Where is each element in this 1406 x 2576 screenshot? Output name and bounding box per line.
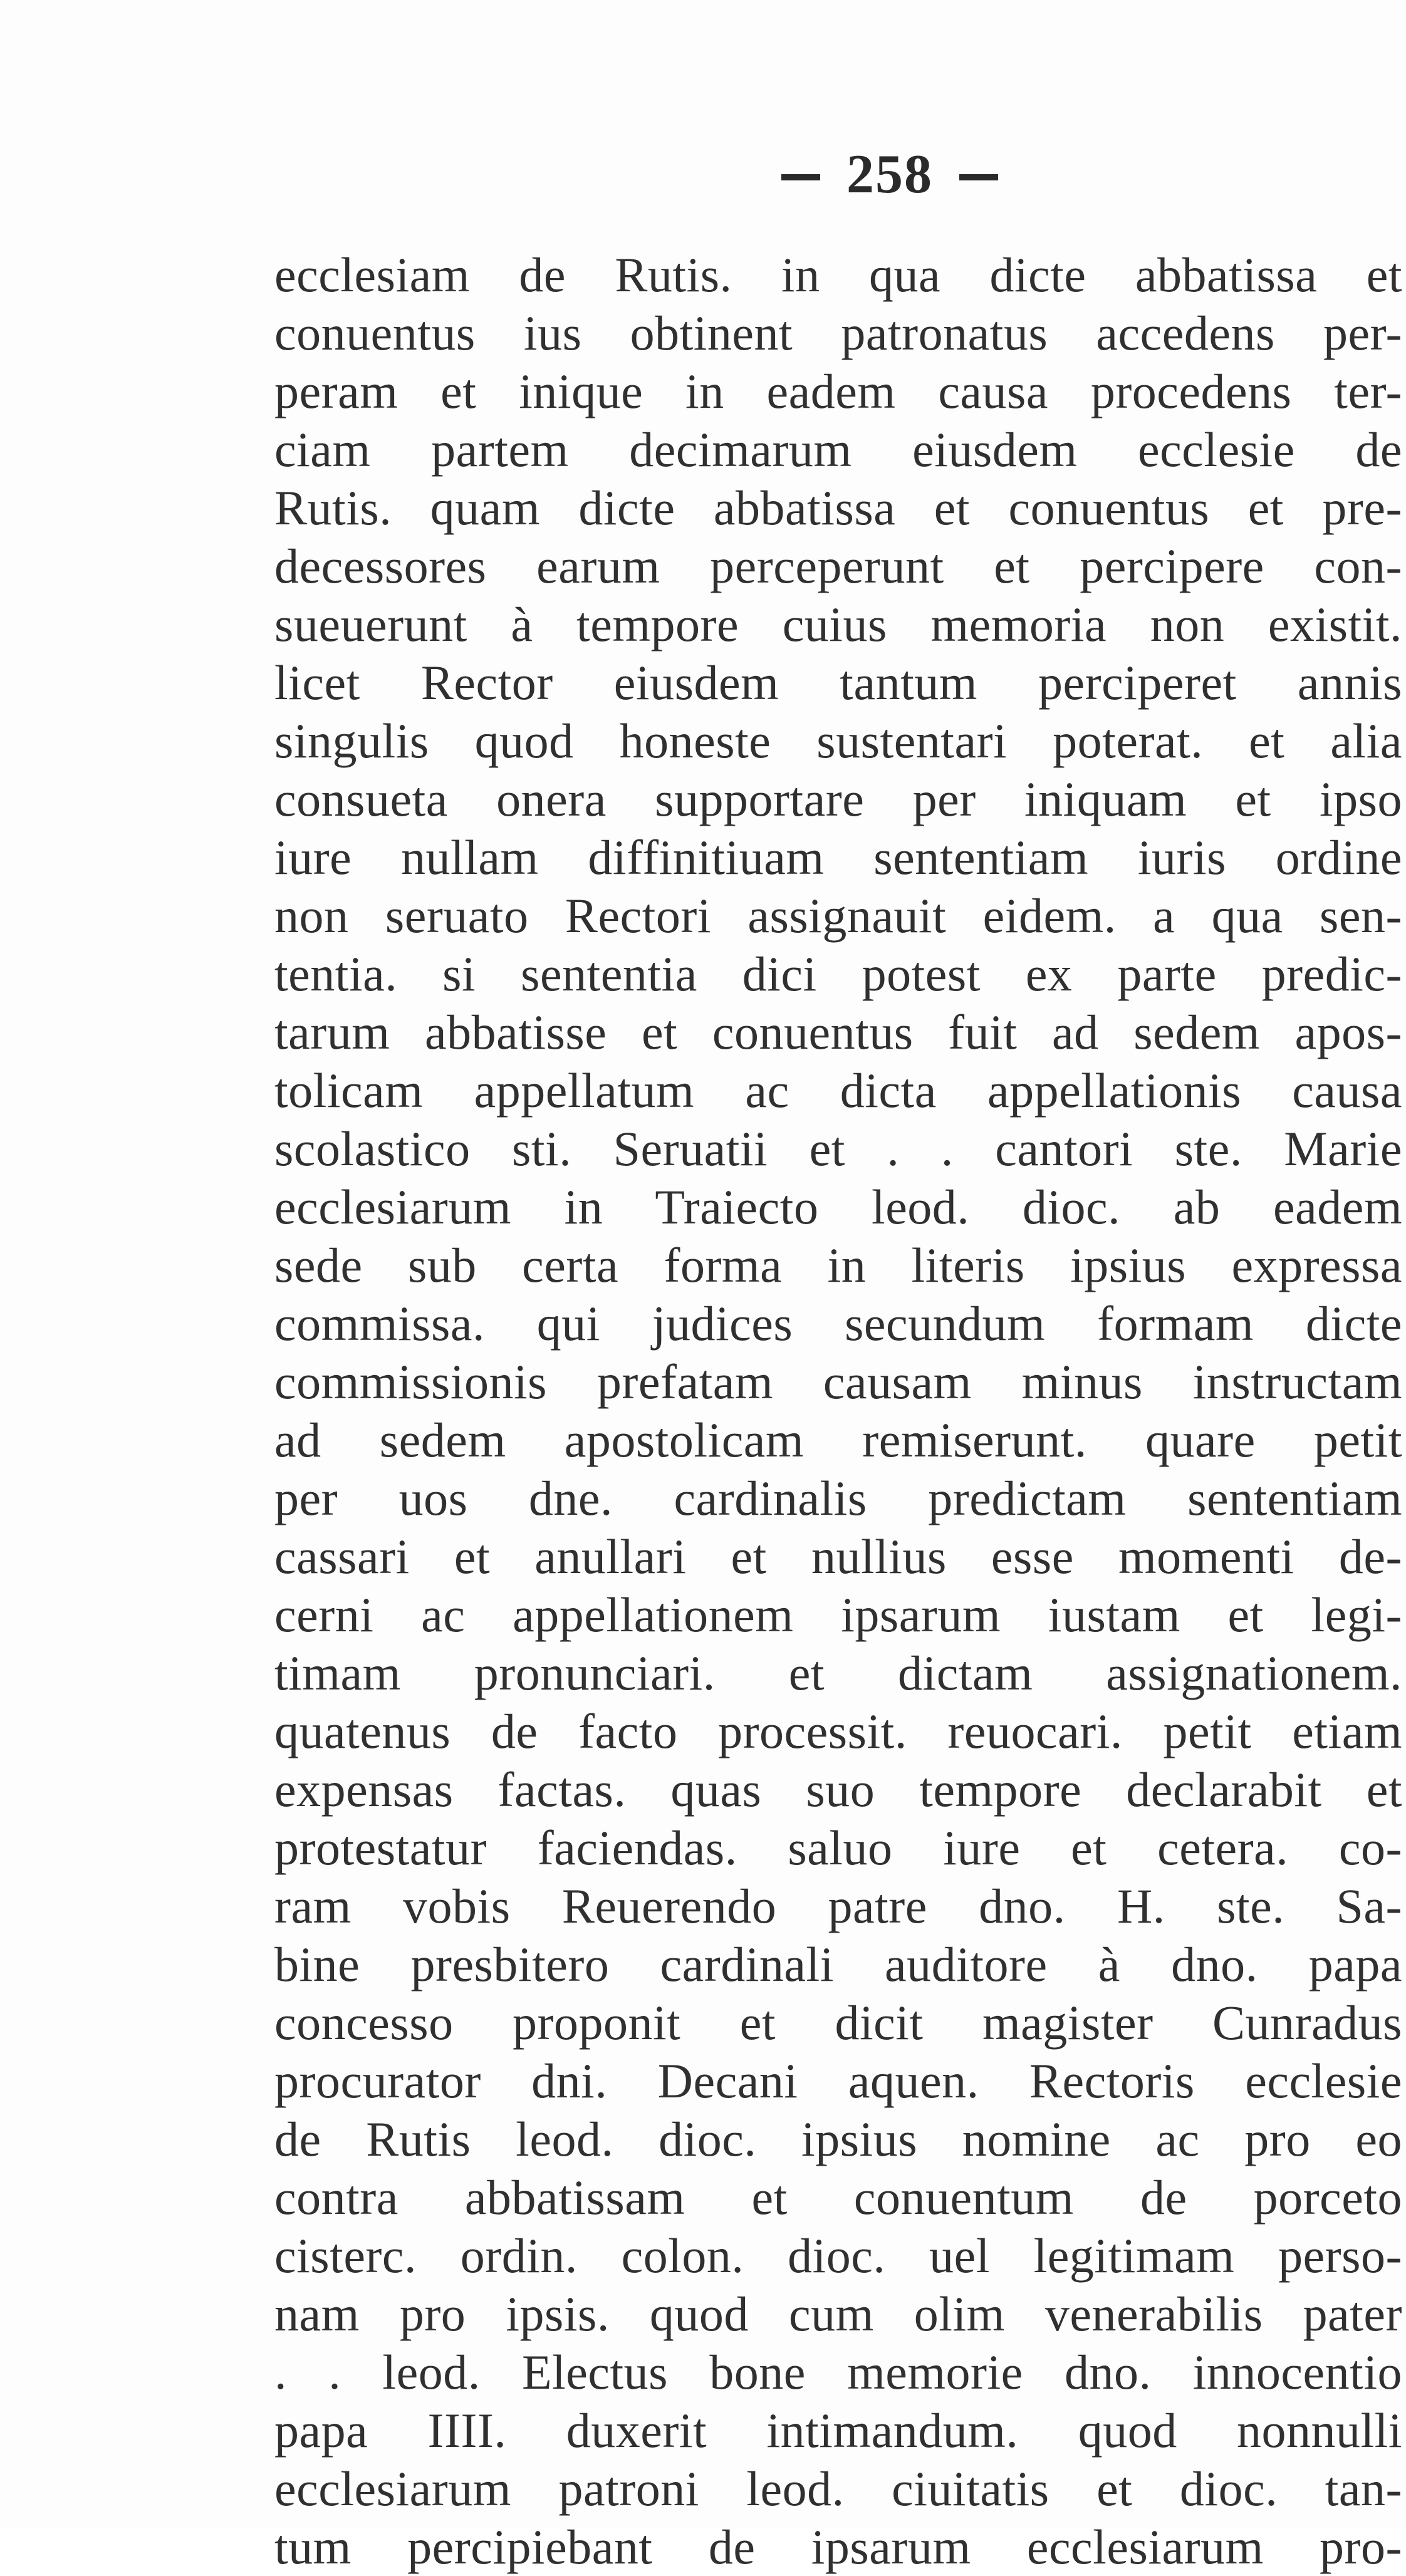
text-line: commissa. qui judices secundum formam dicte — [274, 1296, 1402, 1351]
text-line: iure nullam diffinitiuam sententiam iuris ordine — [274, 830, 1402, 885]
text-line: ecclesiarum in Traiecto leod. dioc. ab eadem — [274, 1180, 1402, 1234]
text-line: conuentus ius obtinent patronatus accedens per- — [274, 306, 1402, 360]
left-dash-ornament — [781, 174, 820, 180]
page-header — [670, 143, 1109, 206]
text-line: . . leod. Electus bone memorie dno. innocentio — [274, 2345, 1402, 2399]
text-line: timam pronunciari. et dictam assignationem. — [274, 1646, 1402, 1700]
text-line: sueuerunt à tempore cuius memoria non existit. — [274, 597, 1402, 652]
text-line: tarum abbatisse et conuentus fuit ad sedem apos- — [274, 1005, 1402, 1059]
text-line: ram vobis Reuerendo patre dno. H. ste. Sa- — [274, 1879, 1402, 1933]
text-line: sede sub certa forma in literis ipsius expressa — [274, 1238, 1402, 1292]
text-line: Rutis. quam dicte abbatissa et conuentus et pre- — [274, 480, 1402, 535]
text-line: papa IIII. duxerit intimandum. quod nonnulli — [274, 2403, 1402, 2458]
text-line: ecclesiam de Rutis. in qua dicte abbatissa et — [274, 247, 1402, 302]
text-line: contra abbatissam et conuentum de porceto — [274, 2170, 1402, 2225]
text-line: peram et inique in eadem causa procedens ter- — [274, 364, 1402, 418]
right-dash-ornament — [959, 174, 998, 180]
text-line: procurator dni. Decani aquen. Rectoris ecclesie — [274, 2054, 1402, 2108]
text-line: scolastico sti. Seruatii et . . cantori ste. Marie — [274, 1121, 1402, 1176]
text-line: licet Rector eiusdem tantum perciperet annis — [274, 655, 1402, 710]
text-line: cisterc. ordin. colon. dioc. uel legitimam perso- — [274, 2228, 1402, 2283]
text-line: commissionis prefatam causam minus instructam — [274, 1354, 1402, 1409]
text-line: ad sedem apostolicam remiserunt. quare petit — [274, 1413, 1402, 1467]
text-line: tum percipiebant de ipsarum ecclesiarum pro- — [274, 2520, 1402, 2574]
text-line: nam pro ipsis. quod cum olim venerabilis pater — [274, 2287, 1402, 2341]
text-line: cerni ac appellationem ipsarum iustam et legi- — [274, 1587, 1402, 1642]
text-line: tolicam appellatum ac dicta appellationis causa — [274, 1063, 1402, 1118]
text-line: bine presbitero cardinali auditore à dno. papa — [274, 1937, 1402, 1992]
text-line: consueta onera supportare per iniquam et ipso — [274, 772, 1402, 826]
text-line: decessores earum perceperunt et percipere con- — [274, 539, 1402, 593]
text-line: de Rutis leod. dioc. ipsius nomine ac pro eo — [274, 2112, 1402, 2166]
text-line: ecclesiarum patroni leod. ciuitatis et dioc. tan- — [274, 2461, 1402, 2516]
text-line: tentia. si sententia dici potest ex parte predic- — [274, 947, 1402, 1001]
text-line: singulis quod honeste sustentari poterat. et alia — [274, 714, 1402, 768]
text-line: concesso proponit et dicit magister Cunradus — [274, 1995, 1402, 2050]
text-line: protestatur faciendas. saluo iure et cetera. co- — [274, 1820, 1402, 1875]
page-number: 258 — [846, 144, 933, 205]
text-line: quatenus de facto processit. reuocari. petit etiam — [274, 1704, 1402, 1758]
text-line: per uos dne. cardinalis predictam sententiam — [274, 1471, 1402, 1525]
text-line: cassari et anullari et nullius esse momenti de- — [274, 1529, 1402, 1584]
body-text — [274, 246, 1402, 2576]
text-line: expensas factas. quas suo tempore declarabit et — [274, 1762, 1402, 1817]
text-line: non seruato Rectori assignauit eidem. a qua sen- — [274, 888, 1402, 943]
text-line: ciam partem decimarum eiusdem ecclesie de — [274, 422, 1402, 477]
